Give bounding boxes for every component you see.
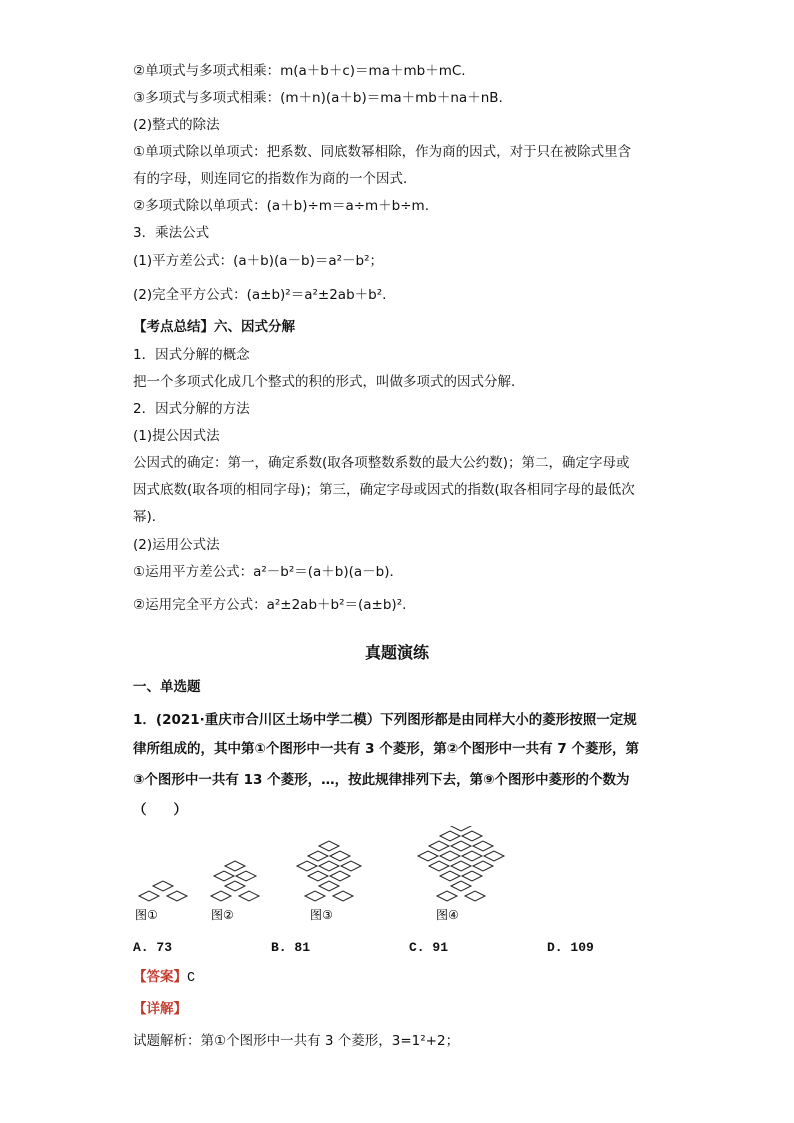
line-3: (2)整式的除法: [133, 117, 220, 133]
line-1: ②单项式与多项式相乘：m(a＋b＋c)＝ma＋mb＋mC.: [133, 63, 466, 79]
rhombus-shape: [429, 841, 449, 851]
question-line-2: 律所组成的，其中第①个图形中一共有 3 个菱形，第②个图形中一共有 7 个菱形，第: [133, 741, 639, 757]
figure-label-3: 图③: [310, 908, 333, 922]
rhombus-shape: [139, 891, 159, 901]
rhombus-shape: [214, 871, 234, 881]
answer-value: C: [187, 971, 196, 986]
rhombus-shape: [418, 851, 438, 861]
section-subtitle: 一、单选题: [133, 679, 201, 695]
rhombus-shape: [440, 831, 460, 841]
rhombus-shape: [451, 881, 471, 891]
line-17: 幂)．: [133, 509, 166, 525]
rhombus-shape: [462, 871, 482, 881]
rhombus-shape: [473, 861, 493, 871]
line-7: 3．乘法公式: [133, 225, 210, 241]
line-15: 公因式的确定：第一，确定系数(取各项整数系数的最大公约数)；第二，确定字母或: [133, 455, 630, 471]
rhombus-shape: [239, 891, 259, 901]
line-8: (1)平方差公式：(a＋b)(a－b)＝a²－b²；: [133, 253, 384, 269]
figure-label-4: 图④: [436, 908, 459, 922]
line-13: 2．因式分解的方法: [133, 401, 250, 417]
rhombus-shape: [167, 891, 187, 901]
line-16: 因式底数(取各项的相同字母)；第三，确定字母或因式的指数(取各相同字母的最低次: [133, 482, 635, 498]
rhombus-shape: [437, 891, 457, 901]
option-d: D. 109: [547, 940, 594, 955]
rhombus-shape: [465, 891, 485, 901]
rhombus-shape: [153, 881, 173, 891]
rhombus-shape: [319, 841, 339, 851]
line-9: (2)完全平方公式：(a±b)²＝a²±2ab＋b².: [133, 287, 387, 303]
rhombus-shape: [308, 851, 328, 861]
option-c: C. 91: [409, 940, 449, 955]
line-11: 1．因式分解的概念: [133, 347, 250, 363]
line-12: 把一个多项式化成几个整式的积的形式，叫做多项式的因式分解．: [133, 374, 525, 390]
line-14: (1)提公因式法: [133, 428, 220, 444]
rhombus-shape: [440, 871, 460, 881]
line-4: ①单项式除以单项式：把系数、同底数幂相除，作为商的因式，对于只在被除式里含: [133, 144, 632, 160]
line-20: ②运用完全平方公式：a²±2ab＋b²＝(a±b)².: [133, 597, 407, 613]
answer-label: 【答案】: [133, 969, 187, 985]
rhombus-shape: [462, 831, 482, 841]
rhombus-pattern-figure: [133, 826, 511, 926]
rhombus-shape: [225, 881, 245, 891]
question-line-3: ③个图形中一共有 13 个菱形，…，按此规律排列下去，第⑨个图形中菱形的个数为: [133, 772, 630, 788]
rhombus-shape: [330, 871, 350, 881]
section-title: 真题演练: [364, 643, 429, 662]
line-19: ①运用平方差公式：a²－b²＝(a＋b)(a－b)．: [133, 564, 404, 580]
detail-label: 【详解】: [133, 1001, 187, 1017]
rhombus-shape: [297, 861, 317, 871]
rhombus-shape: [451, 826, 471, 831]
rhombus-shape: [319, 881, 339, 891]
rhombus-shape: [484, 851, 504, 861]
figure-label-2: 图②: [211, 908, 234, 922]
line-6: ②多项式除以单项式：(a＋b)÷m＝a÷m＋b÷m.: [133, 198, 429, 214]
rhombus-shape: [341, 861, 361, 871]
option-a: A. 73: [133, 940, 173, 955]
rhombus-shape: [333, 891, 353, 901]
analysis-line: 试题解析：第①个图形中一共有 3 个菱形，3=1²+2；: [133, 1033, 460, 1049]
rhombus-shape: [440, 851, 460, 861]
question-line-1: 1．(2021·重庆市合川区土场中学二模）下列图形都是由同样大小的菱形按照一定规: [133, 712, 637, 728]
rhombus-shape: [462, 851, 482, 861]
option-b: B. 81: [271, 940, 311, 955]
section-heading: 【考点总结】六、因式分解: [133, 319, 295, 335]
rhombus-shape: [236, 871, 256, 881]
question-line-4: （ ）: [133, 802, 187, 818]
rhombus-shape: [473, 841, 493, 851]
rhombus-shape: [451, 861, 471, 871]
line-2: ③多项式与多项式相乘：(m＋n)(a＋b)＝ma＋mb＋na＋nB.: [133, 90, 503, 106]
rhombus-shape: [330, 851, 350, 861]
rhombus-shape: [429, 861, 449, 871]
answer-row: [133, 968, 195, 988]
rhombus-shape: [319, 861, 339, 871]
figure-label-1: 图①: [135, 908, 158, 922]
rhombus-shape: [305, 891, 325, 901]
rhombus-shape: [225, 861, 245, 871]
line-5: 有的字母，则连同它的指数作为商的一个因式．: [133, 171, 417, 187]
line-18: (2)运用公式法: [133, 537, 220, 553]
rhombus-shape: [308, 871, 328, 881]
rhombus-shape: [211, 891, 231, 901]
rhombus-shape: [451, 841, 471, 851]
